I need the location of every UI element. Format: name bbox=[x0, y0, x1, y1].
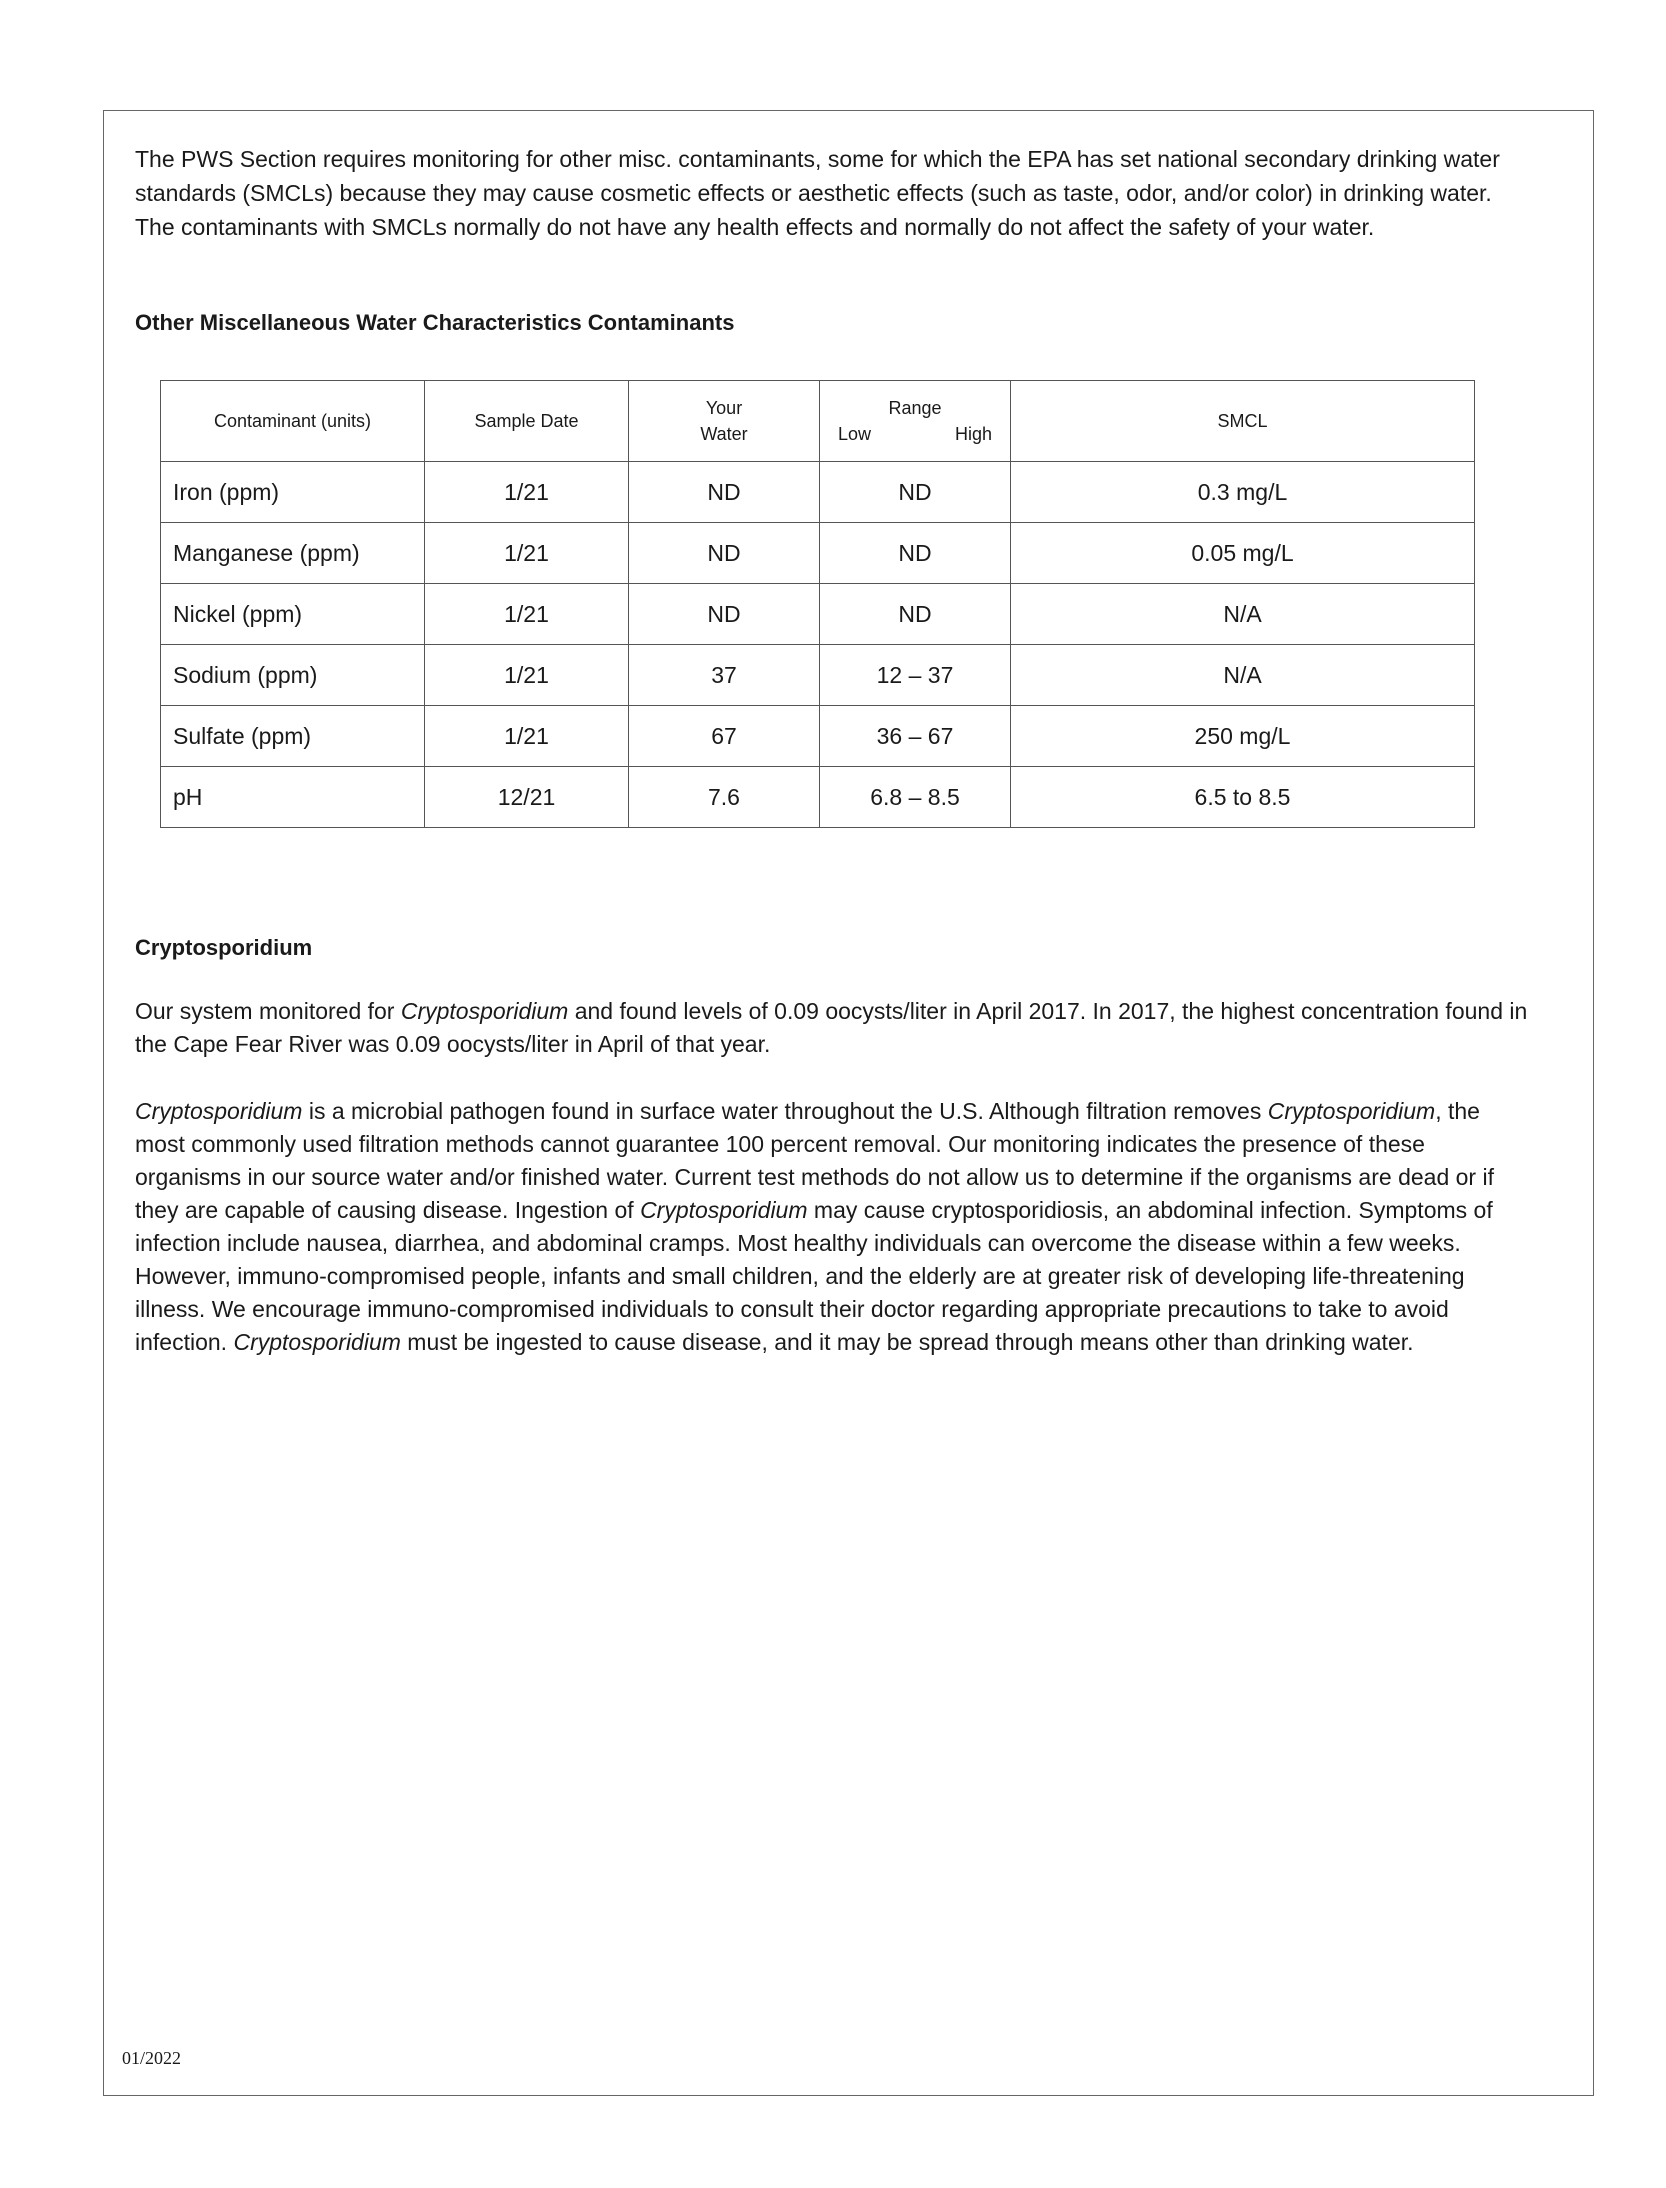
header-sample-date: Sample Date bbox=[425, 381, 629, 462]
intro-paragraph: The PWS Section requires monitoring for other misc. contaminants, some for which the EPA has set national secondary drinking water standards (SMCLs) because they may cause cosmetic effects or aesthetic effects (such as taste, odor, and/or color) in drinking water. The contaminants with SMCLs normally do not have any health effects and normally do not affect the safety of your water. bbox=[135, 146, 1500, 240]
header-your-water-line2: Water bbox=[700, 424, 748, 444]
table-row bbox=[161, 767, 1475, 828]
header-range-high: High bbox=[954, 424, 992, 444]
cell-your-water: 7.6 bbox=[629, 767, 820, 828]
cell-smcl: N/A bbox=[1011, 645, 1475, 706]
cell-smcl: N/A bbox=[1011, 584, 1475, 645]
header-range-low: Low bbox=[838, 424, 872, 444]
header-your-water-line1: Your bbox=[705, 398, 743, 418]
crypto-p2-italic-a: Cryptosporidium bbox=[135, 1098, 303, 1124]
header-smcl: SMCL bbox=[1011, 381, 1475, 462]
cell-contaminant: Sodium (ppm) bbox=[161, 645, 425, 706]
cell-sample-date: 1/21 bbox=[425, 584, 629, 645]
cell-range: ND bbox=[820, 523, 1011, 584]
header-range bbox=[820, 381, 1011, 462]
cell-smcl: 0.05 mg/L bbox=[1011, 523, 1475, 584]
crypto-p2-italic-e: Cryptosporidium bbox=[640, 1197, 808, 1223]
header-your-water bbox=[629, 381, 820, 462]
cell-your-water: 67 bbox=[629, 706, 820, 767]
crypto-p2-italic-c: Cryptosporidium bbox=[1267, 1098, 1436, 1124]
cell-sample-date: 1/21 bbox=[425, 523, 629, 584]
cell-range: ND bbox=[820, 584, 1011, 645]
table-heading: Other Miscellaneous Water Characteristics Contaminants bbox=[135, 310, 735, 335]
crypto-paragraph-1 bbox=[135, 995, 1535, 1061]
table-header-row bbox=[161, 381, 1475, 462]
crypto-p1-text-a: Our system monitored for bbox=[135, 998, 401, 1024]
cell-your-water: ND bbox=[629, 584, 820, 645]
crypto-p2-text-f: may cause cryptosporidiosis, an abdominal infection. Symptoms of infection include nausea, diarrhea, and abdominal cramps. Most healthy individuals can overcome the disease within a few weeks. However, immuno-compromised people, infants and small children, and the elderly are at greater risk of developing life-threatening illness. We encourage immuno-compromised individuals to consult their doctor regarding appropriate precautions to take to avoid infection. bbox=[135, 1197, 1493, 1355]
crypto-p2-text-d: , the most commonly used filtration methods cannot guarantee 100 percent removal. Our monitoring indicates the presence of these organisms in our source water and/or finished water. Current test methods do not allow us to determine if the organisms are dead or if they are capable of causing disease. Ingestion of bbox=[135, 1098, 1494, 1223]
crypto-p2-text-h: must be ingested to cause disease, and it may be spread through means other than drinking water. bbox=[400, 1329, 1414, 1355]
cell-contaminant: Nickel (ppm) bbox=[161, 584, 425, 645]
crypto-p1-italic: Cryptosporidium bbox=[400, 998, 569, 1024]
table-row bbox=[161, 584, 1475, 645]
cell-your-water: ND bbox=[629, 523, 820, 584]
cell-sample-date: 1/21 bbox=[425, 462, 629, 523]
table-row bbox=[161, 462, 1475, 523]
cell-contaminant: Sulfate (ppm) bbox=[161, 706, 425, 767]
crypto-p1-text-c: and found levels of 0.09 oocysts/liter in April 2017. In 2017, the highest concentration found in the Cape Fear River was 0.09 oocysts/liter in April of that year. bbox=[135, 998, 1528, 1057]
header-range-sub bbox=[820, 421, 1010, 447]
table-row bbox=[161, 523, 1475, 584]
header-contaminant: Contaminant (units) bbox=[161, 381, 425, 462]
crypto-p2-text-b: is a microbial pathogen found in surface water throughout the U.S. Although filtration removes bbox=[302, 1098, 1268, 1124]
table-row bbox=[161, 645, 1475, 706]
cell-smcl: 6.5 to 8.5 bbox=[1011, 767, 1475, 828]
cell-contaminant: Manganese (ppm) bbox=[161, 523, 425, 584]
contaminants-table bbox=[160, 380, 1475, 828]
cell-sample-date: 1/21 bbox=[425, 645, 629, 706]
header-range-label: Range bbox=[888, 398, 942, 418]
cell-range: 36 – 67 bbox=[820, 706, 1011, 767]
crypto-paragraph-2 bbox=[135, 1095, 1535, 1359]
cell-smcl: 0.3 mg/L bbox=[1011, 462, 1475, 523]
crypto-heading: Cryptosporidium bbox=[135, 935, 313, 960]
cell-range: ND bbox=[820, 462, 1011, 523]
cell-contaminant: Iron (ppm) bbox=[161, 462, 425, 523]
cell-sample-date: 1/21 bbox=[425, 706, 629, 767]
cell-sample-date: 12/21 bbox=[425, 767, 629, 828]
crypto-p2-italic-g: Cryptosporidium bbox=[233, 1329, 401, 1355]
cell-your-water: ND bbox=[629, 462, 820, 523]
cell-your-water: 37 bbox=[629, 645, 820, 706]
footer-date: 01/2022 bbox=[122, 2048, 182, 2068]
cell-smcl: 250 mg/L bbox=[1011, 706, 1475, 767]
cell-contaminant: pH bbox=[161, 767, 425, 828]
cell-range: 6.8 – 8.5 bbox=[820, 767, 1011, 828]
table-row bbox=[161, 706, 1475, 767]
cell-range: 12 – 37 bbox=[820, 645, 1011, 706]
